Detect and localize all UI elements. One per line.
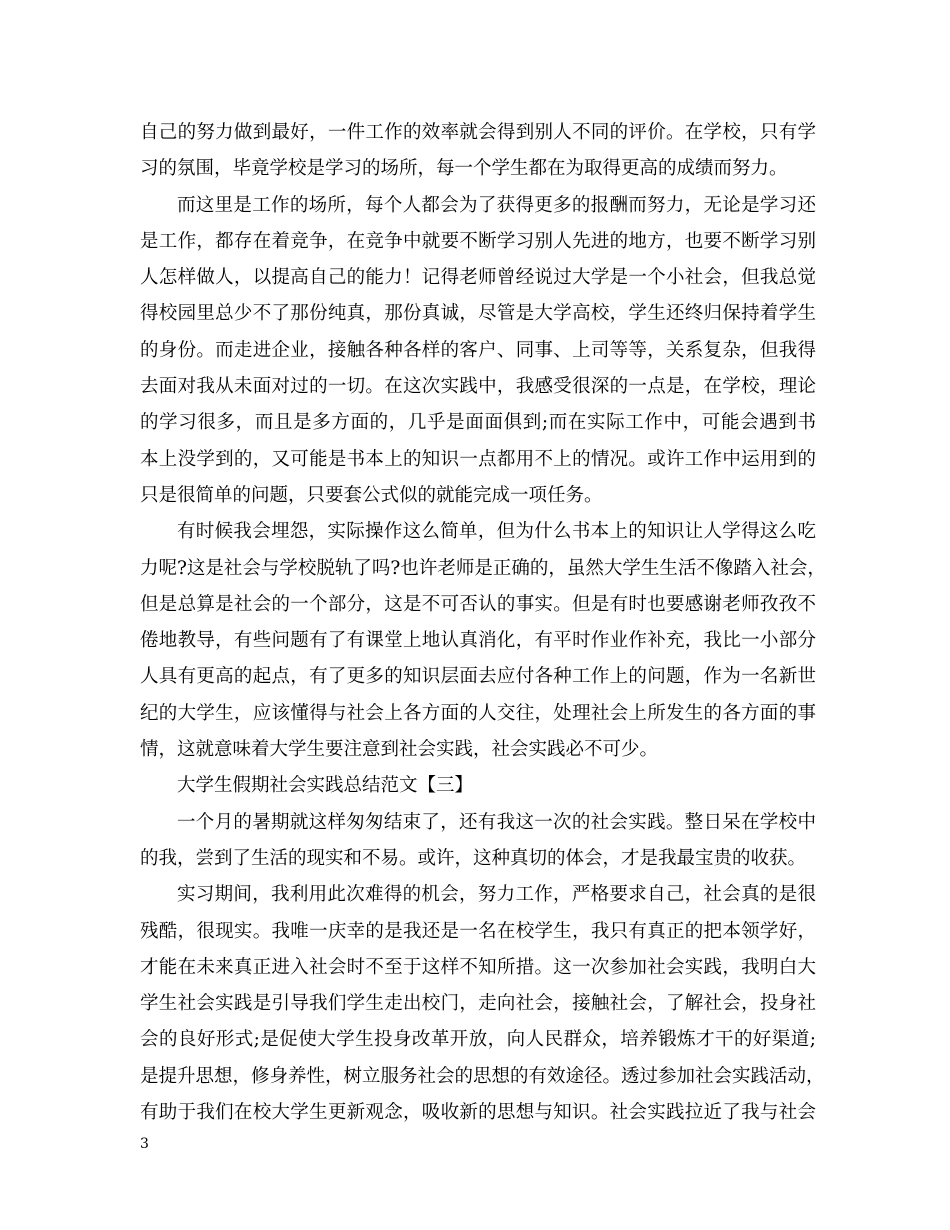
text-line: 自己的努力做到最好，一件工作的效率就会得到别人不同的评价。在学校，只有学 [140, 122, 816, 143]
text-line: 倦地教导，有些问题有了有课堂上地认真消化，有平时作业作补充，我比一小部分 [140, 630, 816, 652]
text-line: 会的良好形式;是促使大学生投身改革开放，向人民群众，培养锻炼才干的好渠道; [140, 1029, 816, 1051]
text-line: 的身份。而走进企业，接触各种各样的客户、同事、上司等等，关系复杂，但我得 [140, 339, 816, 361]
text-line: 而这里是工作的场所，每个人都会为了获得更多的报酬而努力，无论是学习还 [177, 194, 816, 216]
text-line: 纪的大学生，应该懂得与社会上各方面的人交往，处理社会上所发生的各方面的事 [140, 702, 816, 724]
text-line: 人怎样做人，以提高自己的能力！记得老师曾经说过大学是一个小社会，但我总觉 [140, 267, 816, 289]
text-line: 是提升思想，修身养性，树立服务社会的思想的有效途径。透过参加社会实践活动， [140, 1065, 825, 1087]
text-line: 的学习很多，而且是多方面的，几乎是面面俱到;而在实际工作中，可能会遇到书 [140, 412, 816, 434]
text-line: 有助于我们在校大学生更新观念，吸收新的思想与知识。社会实践拉近了我与社会 [140, 1102, 816, 1124]
text-line: 才能在未来真正进入社会时不至于这样不知所措。这一次参加社会实践，我明白大 [140, 956, 816, 978]
text-line: 力呢?这是社会与学校脱轨了吗?也许老师是正确的，虽然大学生生活不像踏入社会， [140, 557, 826, 579]
text-line: 大学生假期社会实践总结范文【三】 [177, 775, 474, 797]
text-line: 但是总算是社会的一个部分，这是不可否认的事实。但是有时也要感谢老师孜孜不 [140, 593, 816, 615]
text-line: 实习期间，我利用此次难得的机会，努力工作，严格要求自己，社会真的是很 [177, 884, 816, 906]
text-line: 习的氛围，毕竟学校是学习的场所，每一个学生都在为取得更高的成绩而努力。 [140, 158, 788, 180]
text-line: 只是很简单的问题，只要套公式似的就能完成一项任务。 [140, 484, 603, 506]
text-line: 人具有更高的起点，有了更多的知识层面去应付各种工作上的问题，作为一名新世 [140, 666, 816, 688]
text-line: 的我，尝到了生活的现实和不易。或许，这种真切的体会，才是我最宝贵的收获。 [140, 847, 807, 869]
text-line: 本上没学到的，又可能是书本上的知识一点都用不上的情况。或许工作中运用到的 [140, 448, 816, 470]
text-line: 学生社会实践是引导我们学生走出校门，走向社会，接触社会，了解社会，投身社 [140, 993, 816, 1015]
text-line: 有时候我会埋怨，实际操作这么简单，但为什么书本上的知识让人学得这么吃 [177, 521, 816, 543]
text-line: 是工作，都存在着竞争，在竞争中就要不断学习别人先进的地方，也要不断学习别 [140, 230, 816, 252]
text-line: 残酷，很现实。我唯一庆幸的是我还是一名在校学生，我只有真正的把本领学好， [140, 920, 816, 942]
document-body [140, 115, 826, 1131]
text-line: 去面对我从未面对过的一切。在这次实践中，我感受很深的一点是，在学校，理论 [140, 376, 816, 398]
text-line: 情，这就意味着大学生要注意到社会实践，社会实践必不可少。 [140, 739, 659, 761]
page-number: 3 [140, 1136, 149, 1152]
text-line: 一个月的暑期就这样匆匆结束了，还有我这一次的社会实践。整日呆在学校中 [177, 811, 816, 833]
text-line: 得校园里总少不了那份纯真，那份真诚，尽管是大学高校，学生还终归保持着学生 [140, 303, 816, 325]
